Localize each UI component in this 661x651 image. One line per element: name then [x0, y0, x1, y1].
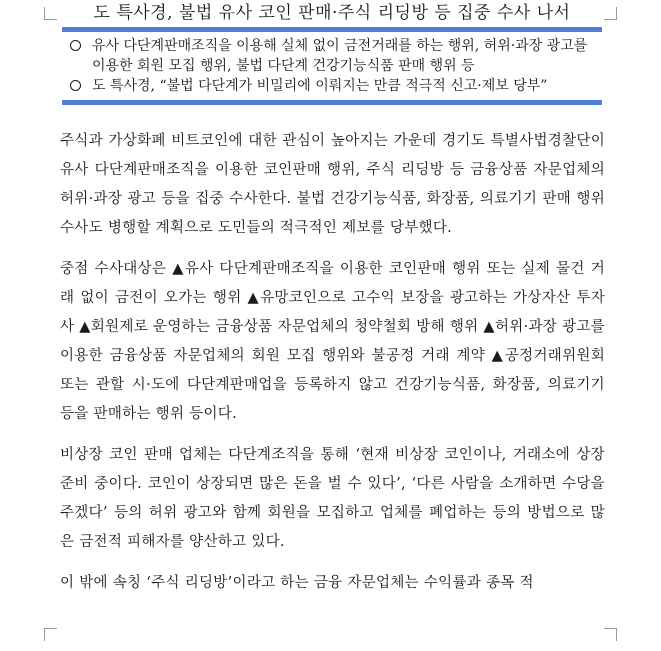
body-paragraph: 중점 수사대상은 ▲유사 다단계판매조직을 이용한 코인판매 행위 또는 실제 물건 거래 없이 금전이 오가는 행위 ▲유망코인으로 고수익 보장을 광고하는 가상자산 투자사 ▲회원제로 운영하는 금융상품 자문업체의 청약철회 방해 행위 ▲허위·과장 광고를 이용한 금융상품 자문업체의 회원 모집 행위와 불공정 거래 계약 ▲공정거래위원회 또는 관할 시·도에 다단계판매업을 등록하지 않고 건강기능식품, 화장품, 의료기기 등을 판매하는 행위 등이다. [60, 261, 605, 422]
summary-text: 유사 다단계판매조직을 이용해 실체 없이 금전거래를 하는 행위, 허위·과장 광고를 이용한 회원 모집 행위, 불법 다단계 건강기능식품 판매 행위 등 [92, 38, 588, 74]
circle-bullet-icon [70, 40, 81, 51]
corner-mark-bottom-left [44, 628, 57, 641]
body-paragraph: 이 밖에 속칭 ‘주식 리딩방’이라고 하는 금융 자문업체는 수익률과 종목 적 [60, 575, 534, 591]
article-body [60, 127, 605, 610]
title-rule-top [62, 27, 602, 32]
body-paragraph: 비상장 코인 판매 업체는 다단계조직을 통해 ‘현재 비상장 코인이나, 거래소에 상장 준비 중이다. 코인이 상장되면 많은 돈을 벌 수 있다’, ‘다른 사람을 소개하면 수당을 주겠다’ 등의 허위 광고와 함께 회원을 모집하고 업체를 폐업하는 등의 방법으로 많은 금전적 피해자를 양산하고 있다. [60, 447, 605, 550]
corner-mark-bottom-right [604, 628, 617, 641]
summary-item [70, 36, 602, 76]
summary-rule-bottom [62, 100, 602, 105]
corner-mark-top-left [44, 7, 57, 20]
corner-mark-top-right [604, 7, 617, 20]
summary-box [70, 36, 602, 96]
body-paragraph: 주식과 가상화폐 비트코인에 대한 관심이 높아지는 가운데 경기도 특별사법경찰단이 유사 다단계판매조직을 이용한 코인판매 행위, 주식 리딩방 등 금융상품 자문업체의 허위·과장 광고 등을 집중 수사한다. 불법 건강기능식품, 화장품, 의료기기 판매 행위 수사도 병행할 계획으로 도민들의 적극적인 제보를 당부했다. [60, 133, 605, 236]
document-title: 도 특사경, 불법 유사 코인 판매·주식 리딩방 등 집중 수사 나서 [93, 3, 571, 23]
circle-bullet-icon [70, 80, 81, 91]
summary-item [70, 76, 602, 96]
summary-text: 도 특사경, “불법 다단계가 비밀리에 이뤄지는 만큼 적극적 신고·제보 당부” [92, 78, 548, 94]
